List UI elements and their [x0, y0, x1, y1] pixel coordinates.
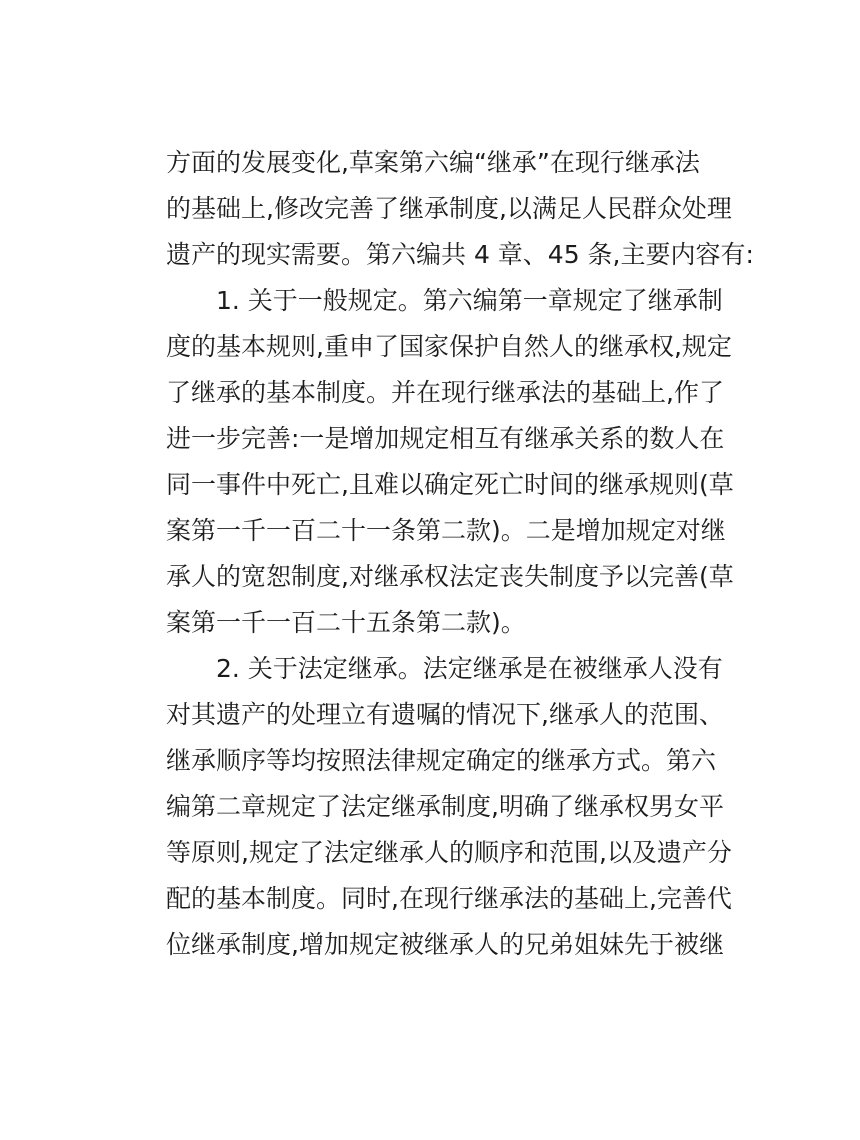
- text-line-8: 同一事件中死亡,且难以确定死亡时间的继承规则(草: [166, 470, 734, 499]
- text-line-1: 方面的发展变化,草案第六编“继承”在现行继承法: [166, 148, 700, 177]
- text-line-17: 配的基本制度。同时,在现行继承法的基础上,完善代: [166, 884, 732, 913]
- text-line-3: 遗产的现实需要。第六编共 4 章、45 条,主要内容有:: [166, 240, 754, 269]
- text-line-16: 等原则,规定了法定继承人的顺序和范围,以及遗产分: [166, 838, 732, 867]
- body-text: [166, 140, 754, 968]
- text-line-10: 承人的宽恕制度,对继承权法定丧失制度予以完善(草: [166, 562, 734, 591]
- text-line-13: 对其遗产的处理立有遗嘱的情况下,继承人的范围、: [166, 700, 724, 729]
- text-line-18: 位继承制度,增加规定被继承人的兄弟姐妹先于被继: [166, 930, 724, 959]
- text-line-14: 继承顺序等均按照法律规定确定的继承方式。第六: [166, 746, 717, 775]
- text-line-9: 案第一千一百二十一条第二款)。二是增加规定对继: [166, 516, 726, 545]
- text-line-2: 的基础上,修改完善了继承制度,以满足人民群众处理: [166, 194, 732, 223]
- text-line-15: 编第二章规定了法定继承制度,明确了继承权男女平: [166, 792, 724, 821]
- text-line-5: 度的基本规则,重申了国家保护自然人的继承权,规定: [166, 332, 732, 361]
- text-line-11: 案第一千一百二十五条第二款)。: [166, 608, 526, 637]
- text-line-4: 1. 关于一般规定。第六编第一章规定了继承制: [216, 286, 723, 315]
- text-line-12: 2. 关于法定继承。法定继承是在被继承人没有: [216, 654, 723, 683]
- text-line-7: 进一步完善:一是增加规定相互有继承关系的数人在: [166, 424, 725, 453]
- text-line-6: 了继承的基本制度。并在现行继承法的基础上,作了: [166, 378, 724, 407]
